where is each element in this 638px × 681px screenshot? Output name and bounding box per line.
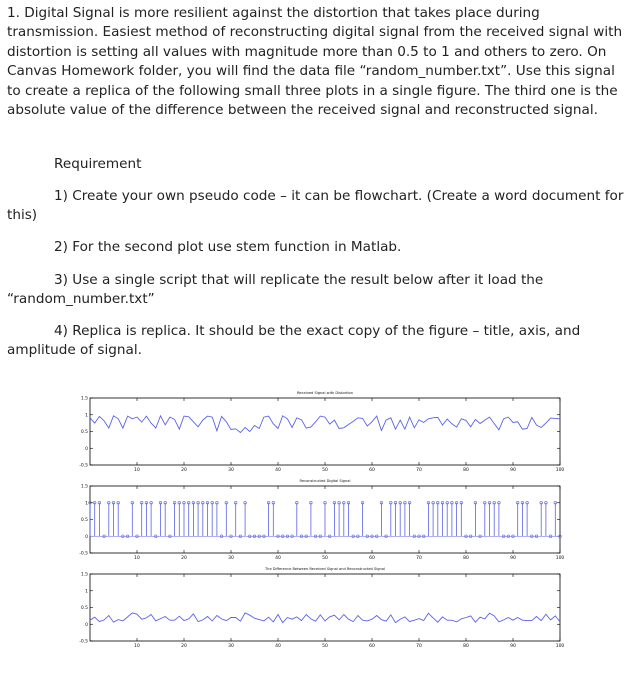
x-tick-label: 40: [275, 644, 281, 649]
x-tick-label: 20: [181, 556, 187, 561]
plot-frame: [90, 398, 560, 465]
requirement-item-2: 2) For the second plot use stem function in Matlab.: [54, 239, 402, 255]
plot-frame: [90, 574, 560, 641]
y-tick-label: 0.5: [80, 606, 88, 611]
x-tick-label: 50: [322, 644, 328, 649]
y-tick-label: -0.5: [79, 463, 88, 469]
x-tick-label: 10: [134, 468, 140, 473]
x-tick-label: 50: [322, 556, 328, 561]
x-tick-label: 40: [275, 468, 281, 473]
plot-title: Received Signal with Distortion: [296, 391, 354, 395]
x-tick-label: 80: [463, 556, 469, 561]
y-tick-label: 1.5: [80, 484, 88, 490]
requirement-item-3: 3) Use a single script that will replicate the result below after it load the “random_number.txt”: [7, 272, 544, 307]
y-tick-label: 0.5: [80, 518, 88, 523]
y-tick-label: 1.5: [80, 396, 88, 402]
x-tick-label: 20: [181, 644, 187, 649]
y-tick-label: 1: [85, 413, 88, 419]
requirement-heading: Requirement: [54, 156, 142, 172]
x-tick-label: 30: [228, 468, 234, 473]
y-tick-label: 0: [85, 622, 88, 628]
y-tick-label: -0.5: [79, 551, 88, 557]
signal-line: [90, 613, 560, 623]
x-tick-label: 20: [181, 468, 187, 473]
y-tick-label: 1: [85, 589, 88, 595]
x-tick-label: 90: [510, 556, 516, 561]
y-tick-label: 0: [85, 534, 88, 540]
subplot-3: [79, 567, 564, 649]
requirement-item-4: 4) Replica is replica. It should be the exact copy of the figure – title, axis, and amplitude of signal.: [7, 323, 581, 358]
x-tick-label: 10: [134, 556, 140, 561]
plot-title: Reconstructed Digital Signal: [299, 479, 351, 483]
x-tick-label: 60: [369, 644, 375, 649]
x-tick-label: 60: [369, 468, 375, 473]
x-tick-label: 70: [416, 468, 422, 473]
x-tick-label: 70: [416, 556, 422, 561]
signal-line: [90, 416, 560, 433]
y-tick-label: -0.5: [79, 639, 88, 645]
x-tick-label: 100: [555, 644, 565, 649]
x-tick-label: 40: [275, 556, 281, 561]
y-tick-label: 0.5: [80, 430, 88, 435]
x-tick-label: 10: [134, 644, 140, 649]
x-tick-label: 80: [463, 644, 469, 649]
y-tick-label: 1: [85, 501, 88, 507]
requirement-item-1: 1) Create your own pseudo code – it can be flowchart. (Create a word document for this): [7, 188, 624, 223]
x-tick-label: 70: [416, 644, 422, 649]
subplot-1: [79, 391, 564, 473]
x-tick-label: 100: [555, 556, 565, 561]
x-tick-label: 30: [228, 644, 234, 649]
x-tick-label: 80: [463, 468, 469, 473]
x-tick-label: 100: [555, 468, 565, 473]
y-tick-label: 0: [85, 446, 88, 452]
x-tick-label: 50: [322, 468, 328, 473]
y-tick-label: 1.5: [80, 572, 88, 578]
x-tick-label: 60: [369, 556, 375, 561]
problem-statement: 1. Digital Signal is more resilient against the distortion that takes place during transmission. Easiest method of reconstructing digital signal from the received signal with distortion is setting all values with magnitude more than 0.5 to 1 and others to zero. On Canvas Homework folder, you will find the data file “random_number.txt”. Use this signal to create a replica of the following small three plots in a single figure. The third one is the absolute value of the difference between the received signal and reconstructed signal.: [7, 5, 623, 119]
x-tick-label: 30: [228, 556, 234, 561]
x-tick-label: 90: [510, 644, 516, 649]
x-tick-label: 90: [510, 468, 516, 473]
plot-title: The Difference Between Received Signal and Reconstructed Signal: [264, 567, 386, 571]
subplot-2: [79, 479, 564, 561]
